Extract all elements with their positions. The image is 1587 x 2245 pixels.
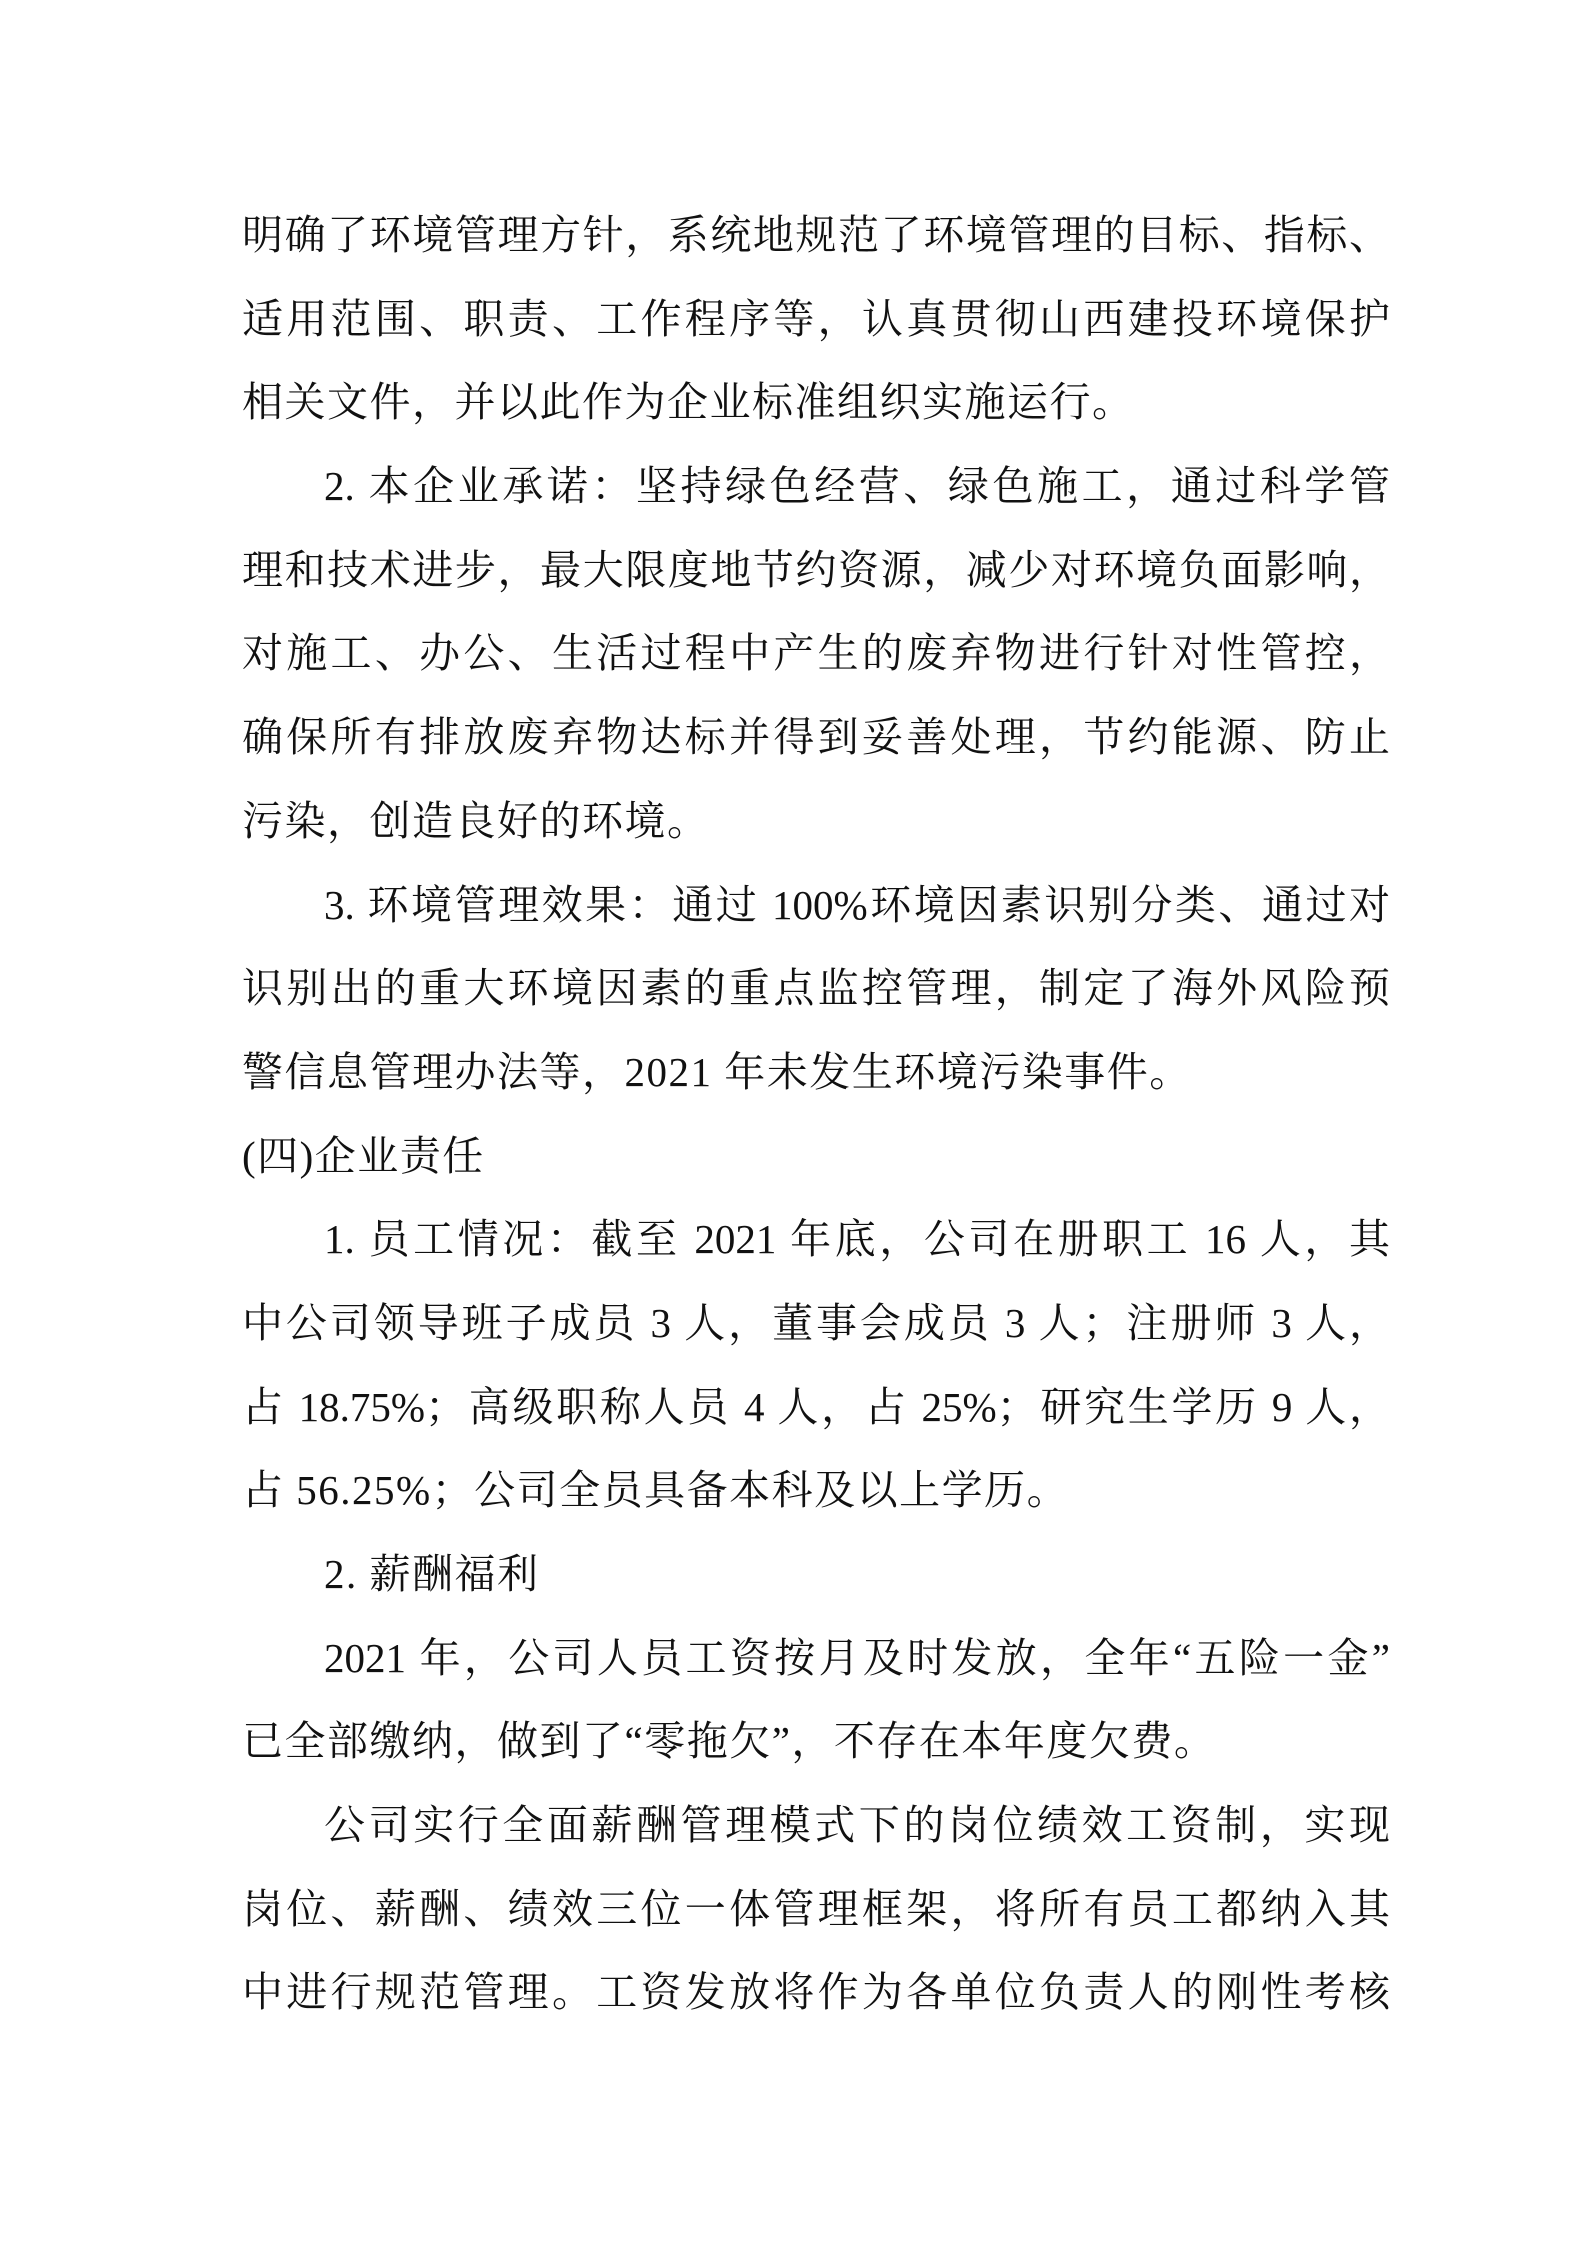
text-line: 2. 薪酬福利 — [324, 1551, 540, 1597]
text-line: 3. 环境管理效果：通过 100%环境因素识别分类、通过对 — [324, 881, 1390, 928]
text-line: 岗位、薪酬、绩效三位一体管理框架，将所有员工都纳入其 — [242, 1885, 1390, 1932]
text-line: 中进行规范管理。工资发放将作为各单位负责人的刚性考核 — [242, 1969, 1390, 2016]
text-line: 警信息管理办法等，2021 年未发生环境污染事件。 — [242, 1048, 1192, 1095]
text-line: 相关文件，并以此作为企业标准组织实施运行。 — [242, 379, 1135, 426]
text-line: 污染，创造良好的环境。 — [242, 797, 710, 844]
text-line: 明确了环境管理方针，系统地规范了环境管理的目标、指标、 — [242, 212, 1390, 258]
text-line: 确保所有排放废弃物达标并得到妥善处理，节约能源、防止 — [242, 714, 1390, 761]
text-line: 1. 员工情况：截至 2021 年底，公司在册职工 16 人，其 — [324, 1216, 1390, 1263]
text-line: 2021 年，公司人员工资按月及时发放，全年“五险一金” — [324, 1634, 1390, 1681]
text-line: 识别出的重大环境因素的重点监控管理，制定了海外风险预 — [242, 965, 1390, 1012]
text-line: 已全部缴纳，做到了“零拖欠”，不存在本年度欠费。 — [242, 1718, 1217, 1765]
text-line: 占 18.75%；高级职称人员 4 人，占 25%；研究生学历 9 人， — [242, 1383, 1390, 1430]
text-line: 中公司领导班子成员 3 人，董事会成员 3 人；注册师 3 人， — [242, 1299, 1390, 1346]
text-line: 适用范围、职责、工作程序等，认真贯彻山西建投环境保护 — [242, 295, 1390, 342]
text-block — [242, 194, 1390, 2035]
text-line: 对施工、办公、生活过程中产生的废弃物进行针对性管控， — [242, 630, 1390, 677]
text-line: 2. 本企业承诺：坚持绿色经营、绿色施工，通过科学管 — [324, 463, 1390, 510]
text-line: (四)企业责任 — [242, 1132, 485, 1179]
text-line: 公司实行全面薪酬管理模式下的岗位绩效工资制，实现 — [324, 1802, 1390, 1849]
text-line: 占 56.25%；公司全员具备本科及以上学历。 — [242, 1467, 1070, 1514]
text-line: 理和技术进步，最大限度地节约资源，减少对环境负面影响， — [242, 546, 1390, 593]
